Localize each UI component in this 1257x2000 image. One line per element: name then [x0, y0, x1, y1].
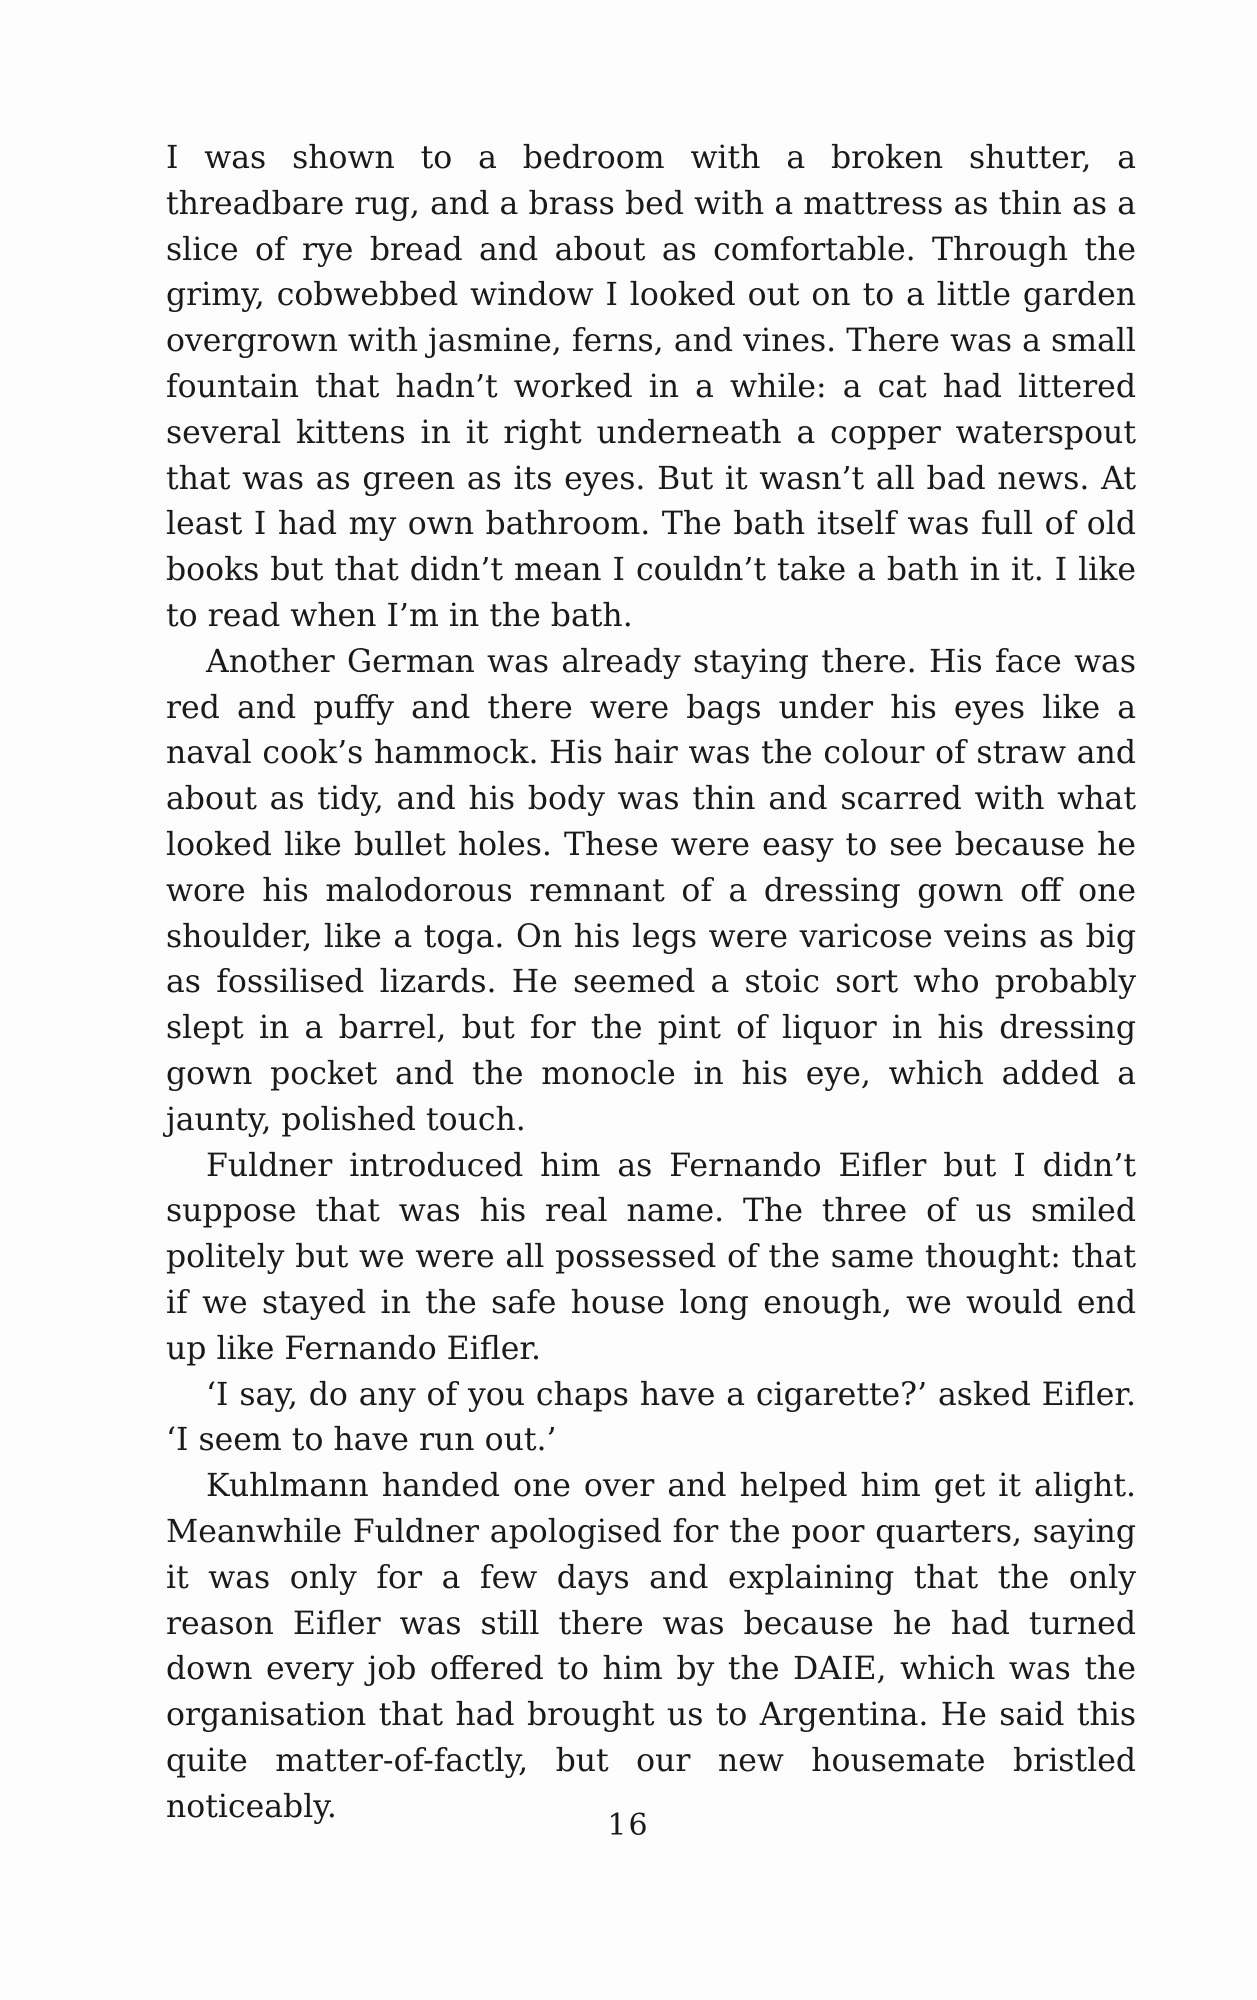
paragraph-cigarette-request: ‘I say, do any of you chaps have a cigarette?’ asked Eifler. ‘I seem to have run out.’	[166, 1376, 1136, 1459]
paragraph-bedroom: I was shown to a bedroom with a broken shutter, a threadbare rug, and a brass bed with a mattress as thin as a slice of rye bread and about as comfortable. Through the grimy, cobwebbed window I looked out on to a little garden overgrown with jasmine, ferns, and vines. There was a small fountain that hadn’t worked in a while: a cat had littered several kittens in it right underneath a copper waterspout that was as green as its eyes. But it wasn’t all bad news. At least I had my own bathroom. The bath itself was full of old books but that didn’t mean I couldn’t take a bath in it. I like to read when I’m in the bath.	[166, 140, 1136, 634]
body-text	[166, 136, 1136, 1830]
paragraph-fuldner-apology: Kuhlmann handed one over and helped him get it alight. Meanwhile Fuldner apologised for the poor quarters, saying it was only for a few days and explaining that the only reason Eifler was still there was because he had turned down every job offered to him by the DAIE, which was the organisation that had brought us to Argentina. He said this quite matter-of-factly, but our new housemate bristled noticeably.	[166, 1468, 1136, 1825]
paragraph-german-guest: Another German was already staying there. His face was red and puffy and there were bags under his eyes like a naval cook’s hammock. His hair was the colour of straw and about as tidy, and his body was thin and scarred with what looked like bullet holes. These were easy to see because he wore his malodorous remnant of a dressing gown off one shoulder, like a toga. On his legs were varicose veins as big as fossilised lizards. He seemed a stoic sort who probably slept in a barrel, but for the pint of liquor in his dressing gown pocket and the monocle in his eye, which added a jaunty, polished touch.	[166, 643, 1136, 1138]
paragraph-introduction: Fuldner introduced him as Fernando Eifler but I didn’t suppose that was his real name. The three of us smiled politely but we were all possessed of the same thought: that if we stayed in the safe house long enough, we would end up like Fernando Eifler.	[166, 1147, 1136, 1367]
page-number: 16	[607, 1808, 650, 1843]
